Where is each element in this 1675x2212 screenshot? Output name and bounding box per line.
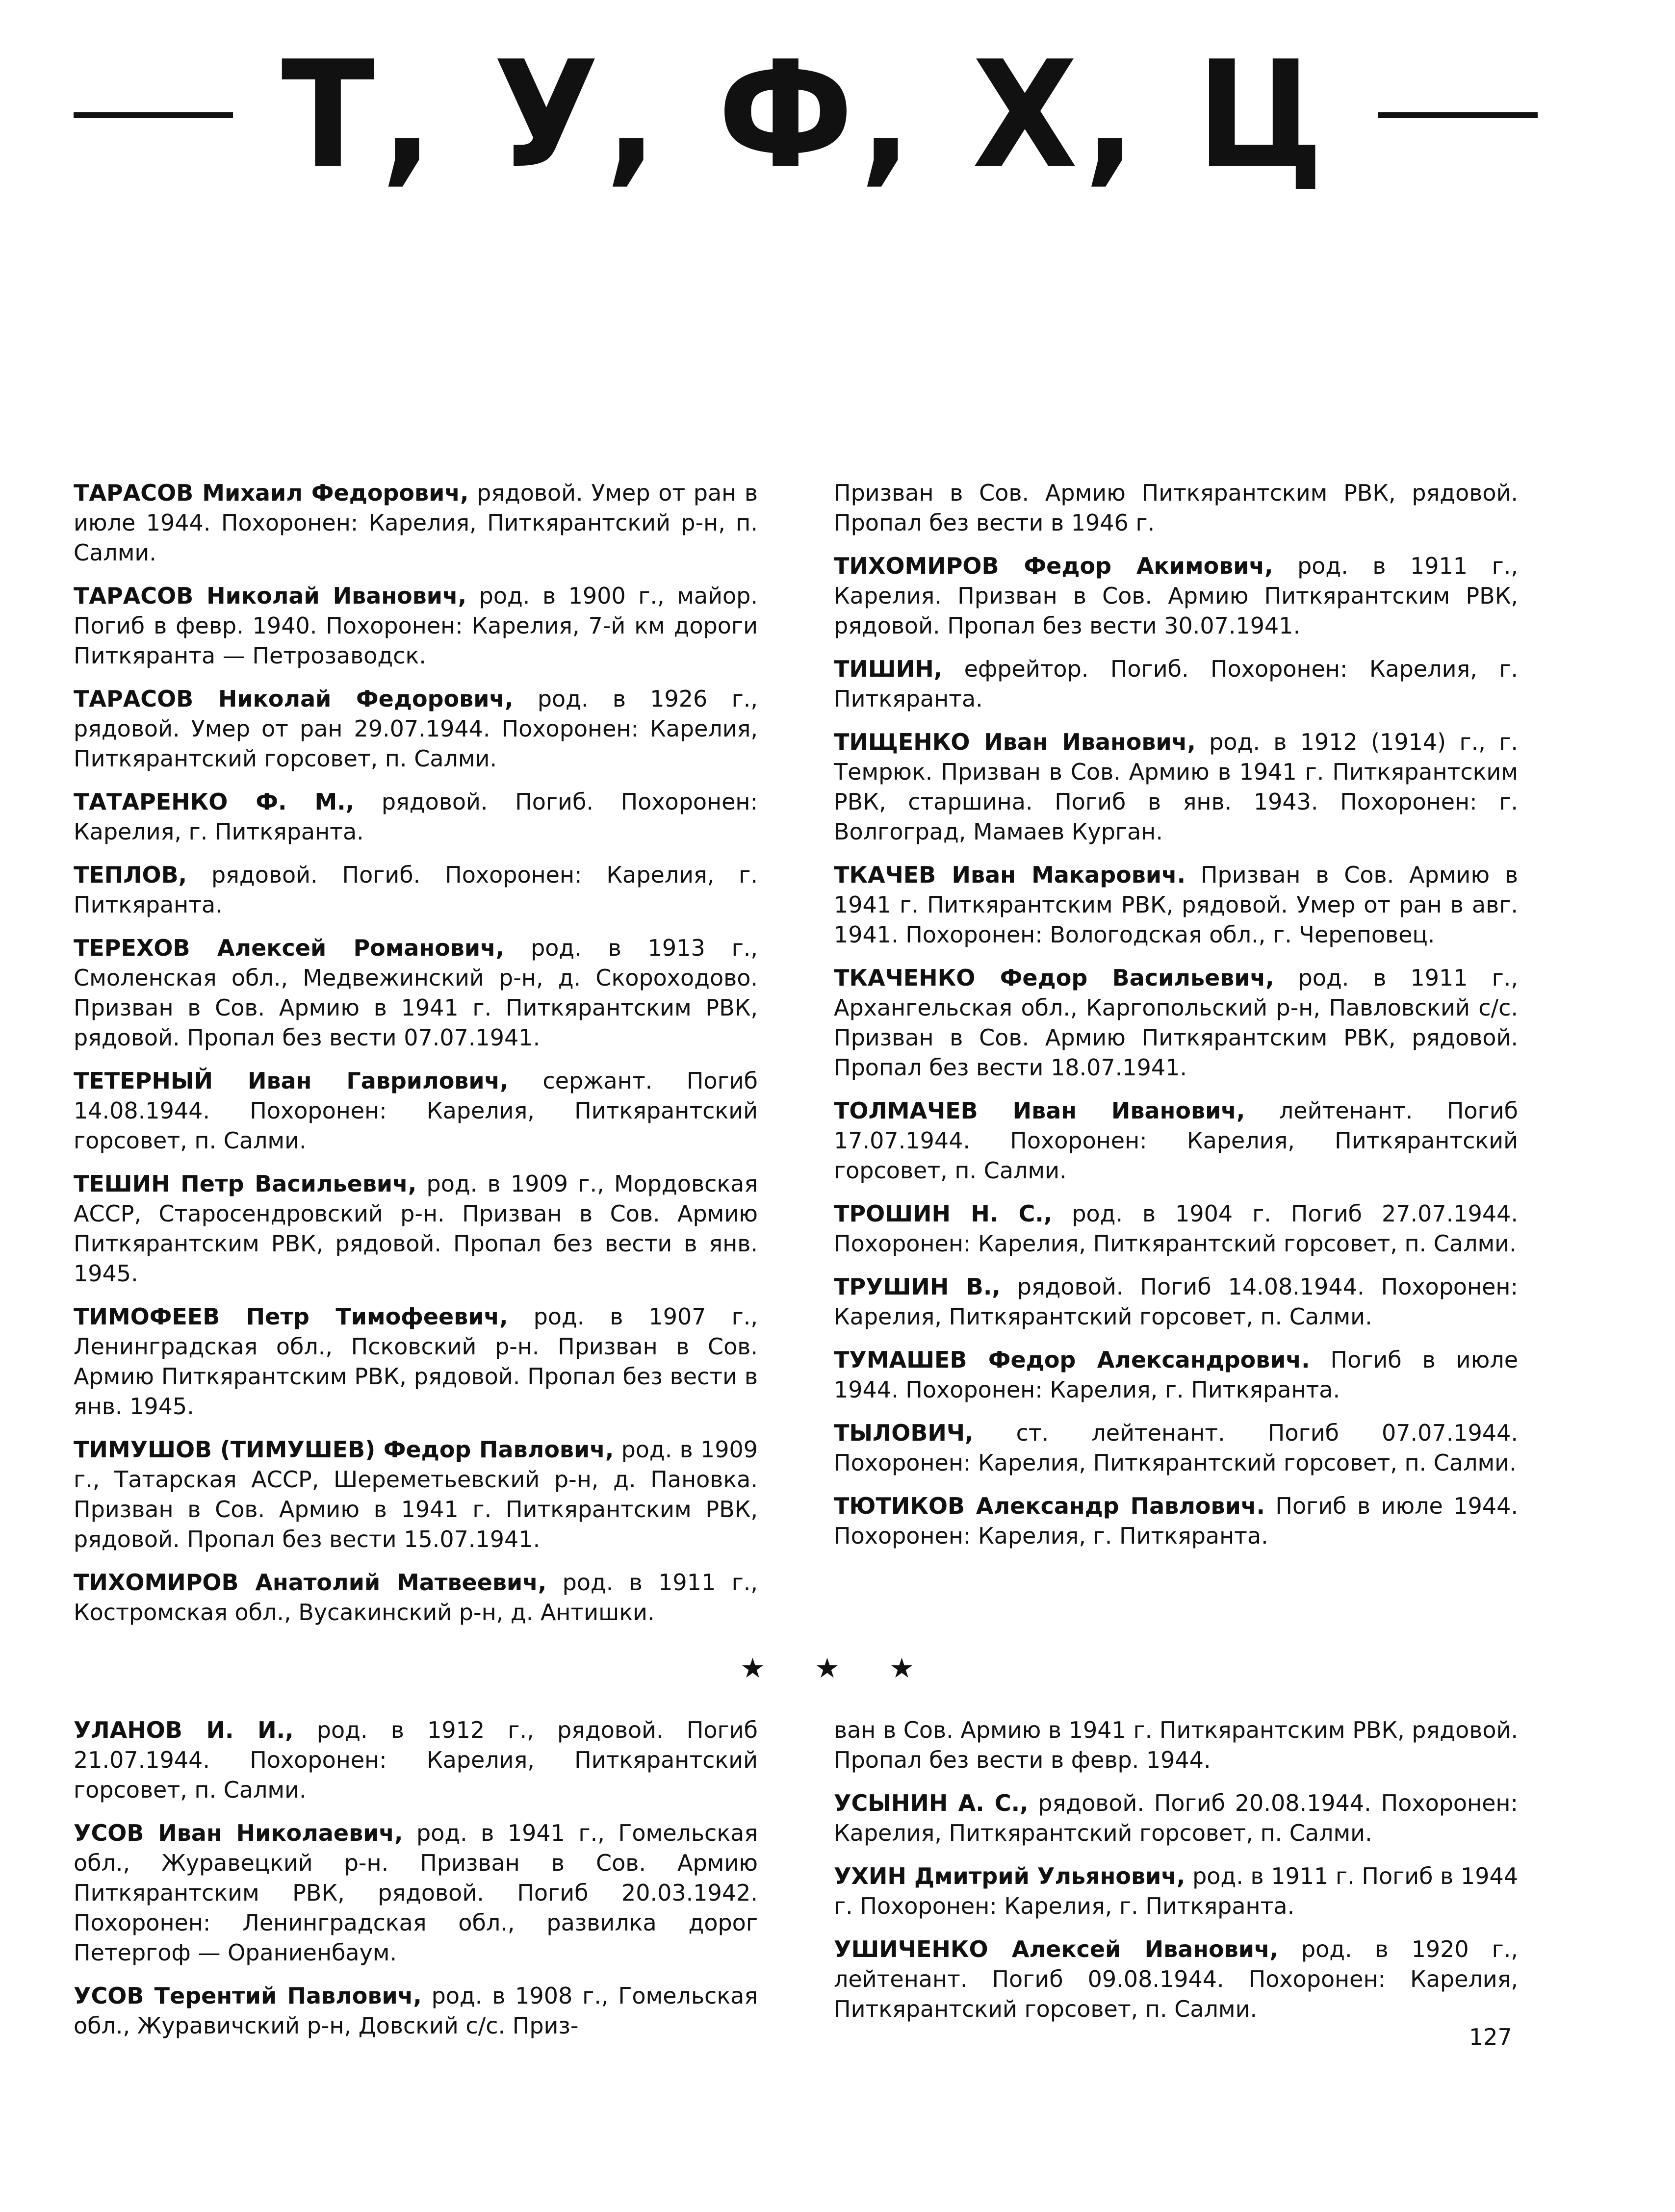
memorial-entry — [834, 654, 1518, 714]
memorial-entry — [834, 1345, 1518, 1405]
entry-details: род. в 1912 (1914) г., г. Темрюк. Призван в Сов. Армию в 1941 г. Питкярантским РВК, старшина. Погиб в янв. 1943. Похоронен: г. Волгоград, Мамаев Курган. — [834, 729, 1519, 845]
entry-details: рядовой. Умер от ран в июле 1944. Похоронен: Карелия, Питкярантский р-н, п. Салми. — [74, 480, 758, 566]
entry-name: ТЕШИН Петр Васильевич, — [74, 1170, 417, 1197]
entry-details: род. в 1909 г., Мордовская АССР, Старосендровский р-н. Призван в Сов. Армию Питкярантским РВК, рядовой. Пропал без вести в янв. 1945. — [74, 1170, 758, 1287]
section-t-right-column — [834, 478, 1518, 1564]
memorial-entry — [74, 684, 758, 774]
section-separator-stars: ★ ★ ★ — [740, 1653, 935, 1684]
memorial-entry — [834, 1788, 1518, 1848]
entry-details: род. в 1904 г. Погиб 27.07.1944. Похоронен: Карелия, Питкярантский горсовет, п. Салми. — [834, 1200, 1518, 1257]
entry-name: ТИШИН, — [834, 656, 943, 682]
entry-name: ТУМАШЕВ Федор Александрович. — [834, 1347, 1310, 1373]
section-letters-title: Т, У, Ф, Х, Ц — [281, 29, 1330, 201]
entry-continuation: Призван в Сов. Армию Питкярантским РВК, рядовой. Пропал без вести в 1946 г. — [834, 480, 1518, 536]
entry-name: УШИЧЕНКО Алексей Иванович, — [834, 1936, 1279, 1962]
entry-details: род. в 1907 г., Ленинградская обл., Псковский р-н. Призван в Сов. Армию Питкярантским РВК, рядовой. Пропал без вести в янв. 1945. — [74, 1303, 758, 1420]
entry-name: ТИМУШОВ (ТИМУШЕВ) Федор Павлович, — [74, 1436, 614, 1463]
entry-details: Погиб в июле 1944. Похоронен: Карелия, г. Питкяранта. — [834, 1347, 1518, 1403]
entry-name: ТАРАСОВ Николай Иванович, — [74, 583, 467, 609]
memorial-entry — [74, 1818, 758, 1968]
entry-name: ТЕПЛОВ, — [74, 862, 187, 888]
section-u-right-column — [834, 1715, 1518, 2037]
page-number: 127 — [1469, 2024, 1512, 2050]
memorial-entry — [74, 1302, 758, 1422]
memorial-entry — [74, 478, 758, 568]
entry-details: рядовой. Погиб 14.08.1944. Похоронен: Карелия, Питкярантский горсовет, п. Салми. — [834, 1273, 1518, 1330]
memorial-entry — [74, 1169, 758, 1289]
memorial-entry — [834, 1272, 1518, 1332]
entry-details: рядовой. Погиб 20.08.1944. Похоронен: Карелия, Питкярантский горсовет, п. Салми. — [834, 1790, 1518, 1846]
entry-details: рядовой. Погиб. Похоронен: Карелия, г. Питкяранта. — [74, 788, 758, 845]
memorial-entry — [74, 933, 758, 1053]
section-header — [74, 29, 1538, 201]
header-rule-right — [1378, 112, 1538, 118]
entry-name: ТАРАСОВ Михаил Федорович, — [74, 480, 469, 506]
entry-name: ТИХОМИРОВ Федор Акимович, — [834, 553, 1273, 579]
entry-details: род. в 1909 г., Татарская АССР, Шереметьевский р-н, д. Пановка. Призван в Сов. Армию в 1941 г. Питкярантским РВК, рядовой. Пропал без вести 15.07.1941. — [74, 1436, 758, 1552]
memorial-entry — [834, 1199, 1518, 1259]
entry-name: ТКАЧЕНКО Федор Васильевич, — [834, 965, 1274, 991]
entry-details: род. в 1912 г., рядовой. Погиб 21.07.1944. Похоронен: Карелия, Питкярантский горсовет, п. Салми. — [74, 1717, 758, 1803]
memorial-entry — [74, 1435, 758, 1554]
memorial-entry — [74, 787, 758, 847]
entry-details: Погиб в июле 1944. Похоронен: Карелия, г. Питкяранта. — [834, 1493, 1518, 1549]
memorial-entry — [834, 1861, 1518, 1921]
entry-name: ТЕТЕРНЫЙ Иван Гаврилович, — [74, 1068, 509, 1094]
entry-details: сержант. Погиб 14.08.1944. Похоронен: Карелия, Питкярантский горсовет, п. Салми. — [74, 1068, 758, 1154]
section-t-left-column — [74, 478, 758, 1641]
memorial-entry — [834, 1491, 1518, 1551]
entry-details: род. в 1900 г., майор. Погиб в февр. 1940. Похоронен: Карелия, 7-й км дороги Питкяранта — Петрозаводск. — [74, 583, 758, 669]
entry-name: ТИЩЕНКО Иван Иванович, — [834, 729, 1196, 755]
memorial-entry — [834, 1934, 1518, 2024]
entry-name: УЛАНОВ И. И., — [74, 1717, 294, 1743]
memorial-entry — [834, 727, 1518, 847]
entry-name: ТРУШИН В., — [834, 1273, 1001, 1300]
entry-details: род. в 1941 г., Гомельская обл., Журавецкий р-н. Призван в Сов. Армию Питкярантским РВК, рядовой. Погиб 20.03.1942. Похоронен: Ленинградская обл., развилка дорог Петергоф — Ораниенбаум. — [74, 1820, 758, 1966]
memorial-entry — [834, 1096, 1518, 1186]
entry-details: лейтенант. Погиб 17.07.1944. Похоронен: Карелия, Питкярантский горсовет, п. Салми. — [834, 1097, 1518, 1184]
entry-details: род. в 1908 г., Гомельская обл., Журавичский р-н, Довский с/с. Приз- — [74, 1983, 758, 2039]
header-rule-left — [74, 112, 233, 118]
entry-name: ТЫЛОВИЧ, — [834, 1420, 974, 1446]
memorial-entry — [74, 1066, 758, 1156]
memorial-entry — [74, 860, 758, 920]
memorial-entry — [834, 963, 1518, 1083]
entry-details: род. в 1913 г., Смоленская обл., Медвежинский р-н, д. Скороходово. Призван в Сов. Армию в 1941 г. Питкярантским РВК, рядовой. Пропал без вести 07.07.1941. — [74, 935, 758, 1051]
memorial-entry — [834, 860, 1518, 950]
section-u-left-column — [74, 1715, 758, 2054]
entry-name: ТИМОФЕЕВ Петр Тимофеевич, — [74, 1303, 508, 1330]
entry-details: род. в 1911 г., Архангельская обл., Каргопольский р-н, Павловский с/с. Призван в Сов. Армию Питкярантским РВК, рядовой. Пропал без вести 18.07.1941. — [834, 965, 1518, 1081]
entry-name: ТАРАСОВ Николай Федорович, — [74, 686, 514, 712]
entry-name: УСОВ Терентий Павлович, — [74, 1983, 422, 2009]
memorial-entry — [74, 1715, 758, 1805]
entry-details: род. в 1920 г., лейтенант. Погиб 09.08.1944. Похоронен: Карелия, Питкярантский горсовет, п. Салми. — [834, 1936, 1518, 2022]
entry-name: УСОВ Иван Николаевич, — [74, 1820, 403, 1846]
entry-details: род. в 1911 г. Погиб в 1944 г. Похоронен: Карелия, г. Питкяранта. — [834, 1863, 1519, 1919]
memorial-entry — [834, 551, 1518, 641]
entry-name: ТАТАРЕНКО Ф. М., — [74, 788, 355, 815]
entry-name: ТЕРЕХОВ Алексей Романович, — [74, 935, 505, 961]
entry-name: ТИХОМИРОВ Анатолий Матвеевич, — [74, 1569, 547, 1596]
entry-details: рядовой. Погиб. Похоронен: Карелия, г. Питкяранта. — [74, 862, 758, 918]
entry-details: ефрейтор. Погиб. Похоронен: Карелия, г. Питкяранта. — [834, 656, 1518, 712]
memorial-entry — [834, 1418, 1518, 1478]
entry-name: УХИН Дмитрий Ульянович, — [834, 1863, 1185, 1889]
entry-details: род. в 1911 г., Костромская обл., Вусакинский р-н, д. Антишки. — [74, 1569, 758, 1626]
memorial-entry — [74, 581, 758, 671]
entry-name: ТКАЧЕВ Иван Макарович. — [834, 862, 1186, 888]
entry-continuation: ван в Сов. Армию в 1941 г. Питкярантским РВК, рядовой. Пропал без вести в февр. 1944. — [834, 1717, 1518, 1773]
entry-details: род. в 1926 г., рядовой. Умер от ран 29.07.1944. Похоронен: Карелия, Питкярантский горсовет, п. Салми. — [74, 686, 758, 772]
entry-name: ТРОШИН Н. С., — [834, 1200, 1053, 1227]
entry-name: УСЫНИН А. С., — [834, 1790, 1029, 1816]
entry-details: род. в 1911 г., Карелия. Призван в Сов. Армию Питкярантским РВК, рядовой. Пропал без вести 30.07.1941. — [834, 553, 1518, 639]
entry-name: ТЮТИКОВ Александр Павлович. — [834, 1493, 1265, 1519]
entry-details: ст. лейтенант. Погиб 07.07.1944. Похоронен: Карелия, Питкярантский горсовет, п. Салми. — [834, 1420, 1518, 1476]
entry-details: Призван в Сов. Армию в 1941 г. Питкярантским РВК, рядовой. Умер от ран в авг. 1941. Похоронен: Вологодская обл., г. Череповец. — [834, 862, 1518, 948]
memorial-entry — [74, 1568, 758, 1627]
memorial-entry — [74, 1981, 758, 2041]
entry-name: ТОЛМАЧЕВ Иван Иванович, — [834, 1097, 1245, 1124]
